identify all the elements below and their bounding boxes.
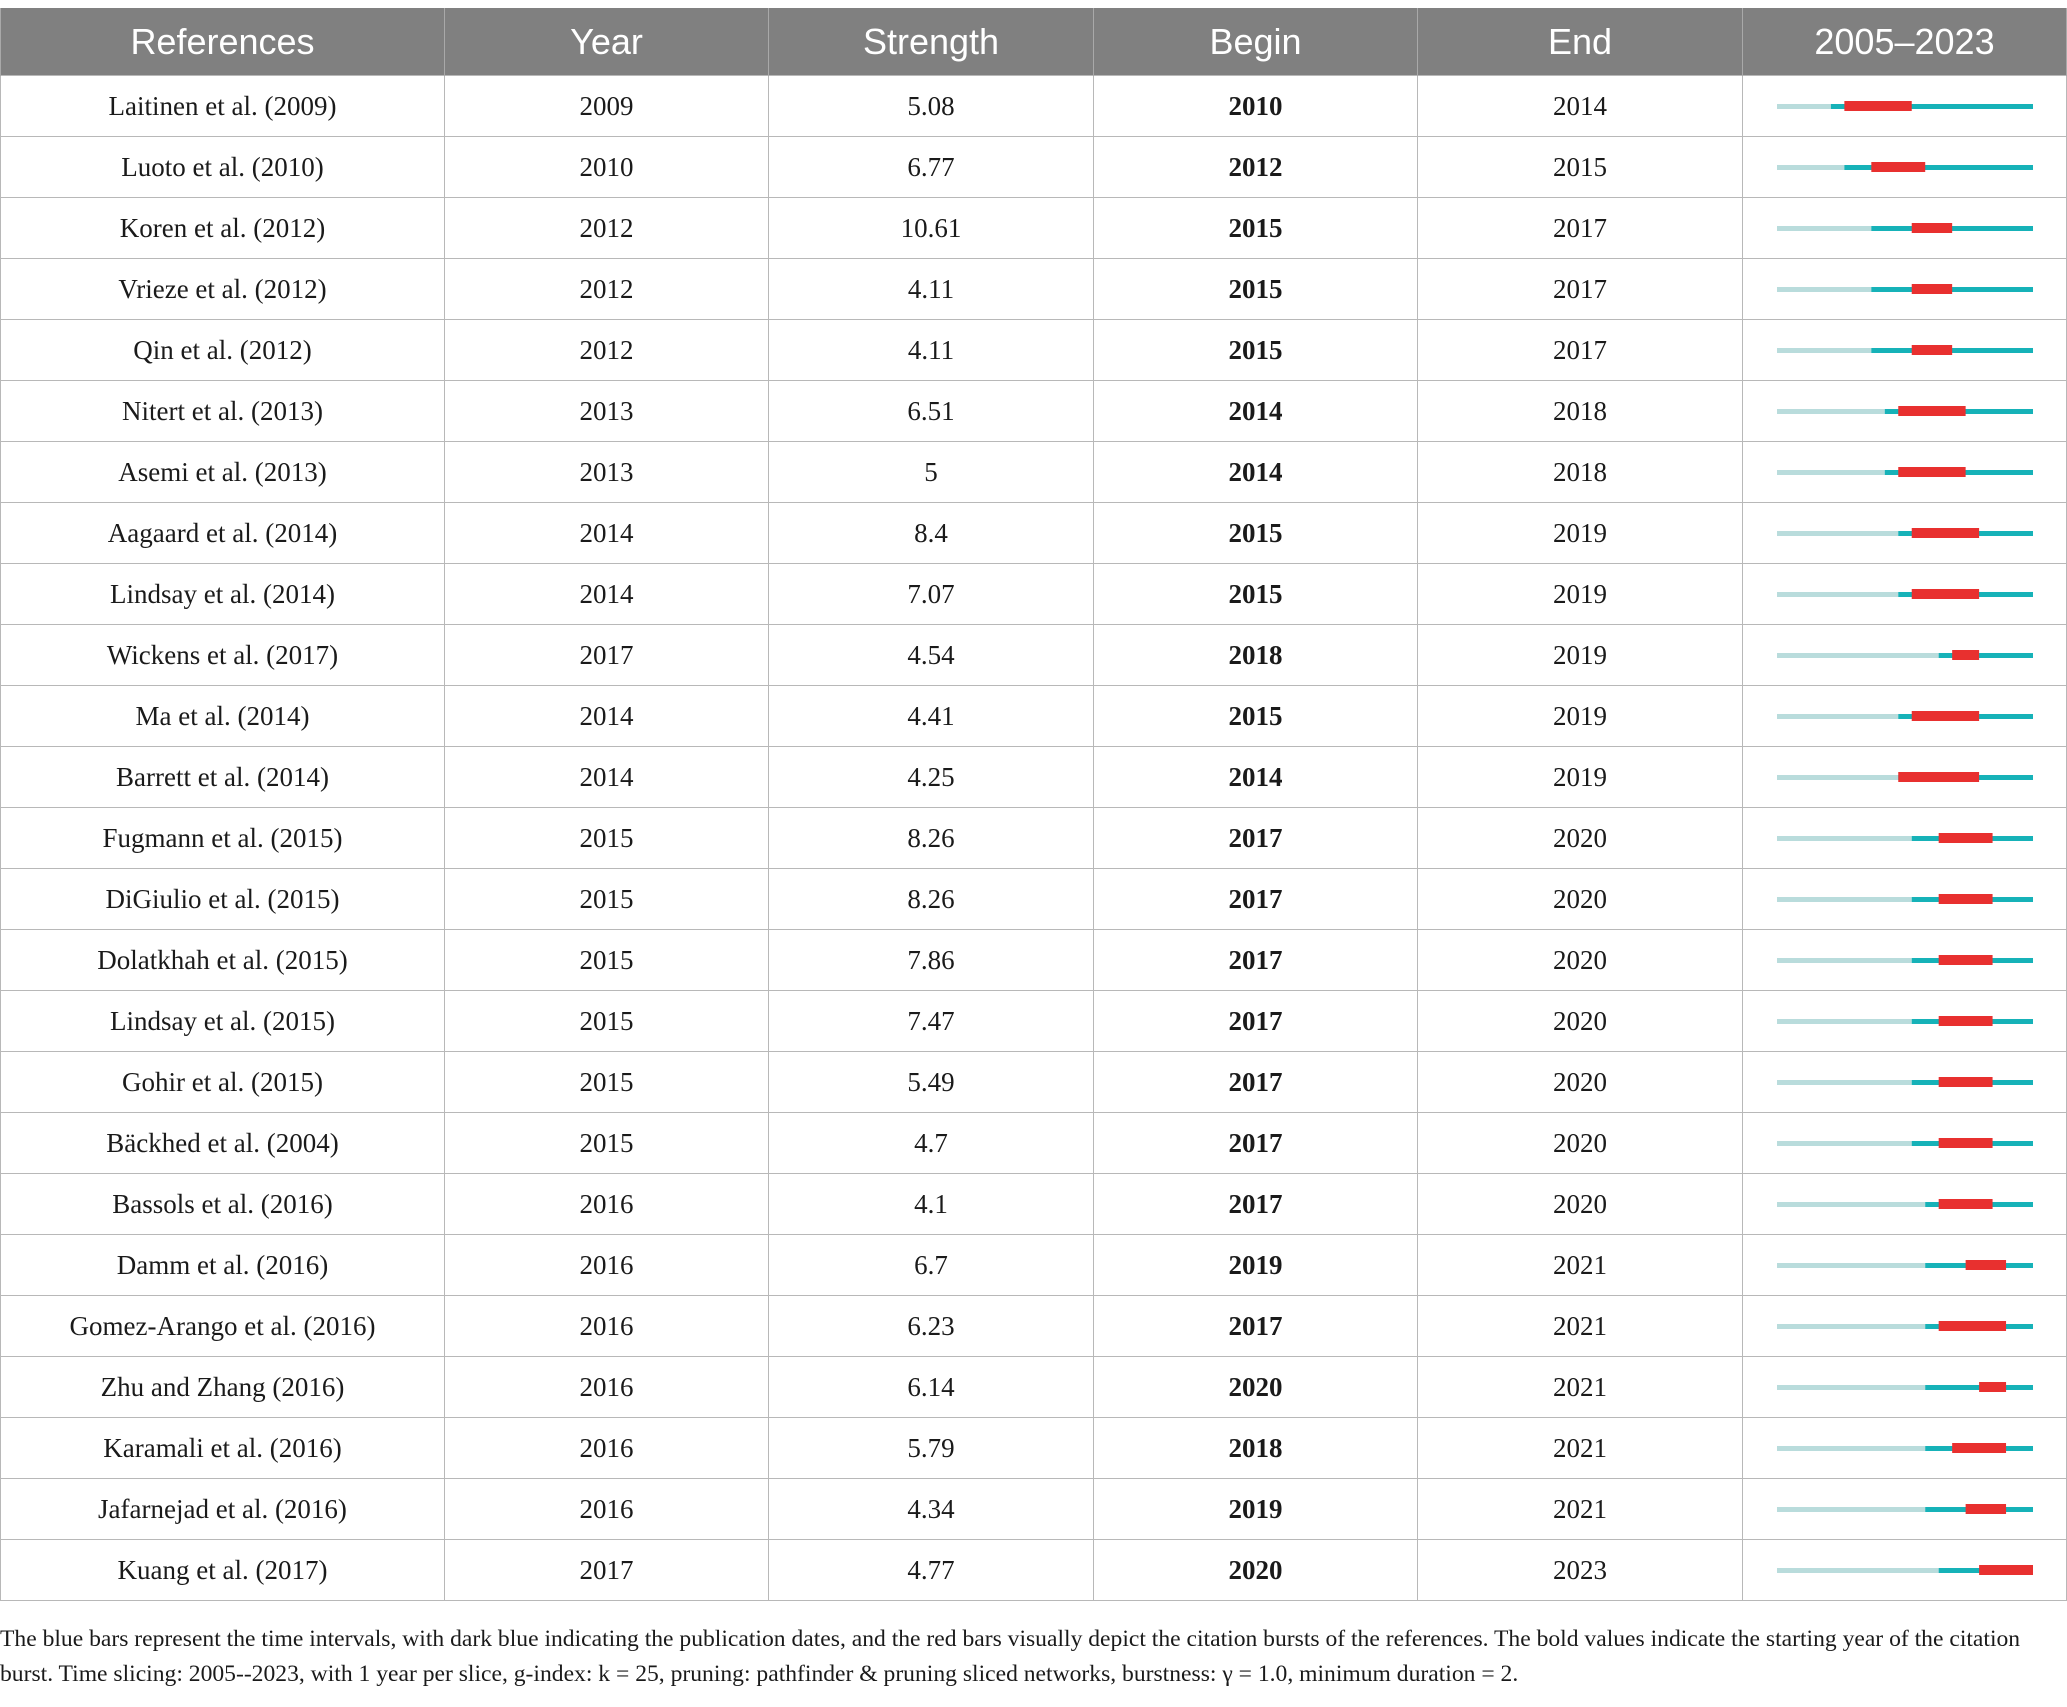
burst-timeline bbox=[1775, 1377, 2035, 1397]
strength-cell: 6.77 bbox=[769, 137, 1094, 198]
table-row bbox=[1, 1418, 2067, 1479]
timeline-before-publication-bar bbox=[1777, 1080, 1912, 1085]
burst-timeline bbox=[1775, 889, 2035, 909]
timeline-cell bbox=[1743, 686, 2067, 747]
table-row bbox=[1, 808, 2067, 869]
year-cell: 2014 bbox=[445, 564, 769, 625]
burst-bar bbox=[1911, 528, 1978, 538]
burst-timeline bbox=[1775, 1133, 2035, 1153]
burst-bar bbox=[1911, 711, 1978, 721]
strength-cell: 4.11 bbox=[769, 320, 1094, 381]
burst-timeline bbox=[1775, 1011, 2035, 1031]
table-row bbox=[1, 564, 2067, 625]
burst-timeline bbox=[1775, 340, 2035, 360]
table-row bbox=[1, 442, 2067, 503]
strength-cell: 8.4 bbox=[769, 503, 1094, 564]
burst-timeline bbox=[1775, 706, 2035, 726]
year-cell: 2017 bbox=[445, 1540, 769, 1601]
timeline-cell bbox=[1743, 1174, 2067, 1235]
timeline-cell bbox=[1743, 1418, 2067, 1479]
ref-cell[interactable]: Karamali et al. (2016) bbox=[1, 1418, 445, 1479]
ref-cell[interactable]: Luoto et al. (2010) bbox=[1, 137, 445, 198]
year-cell: 2012 bbox=[445, 198, 769, 259]
begin-cell: 2012 bbox=[1094, 137, 1418, 198]
end-cell: 2021 bbox=[1418, 1479, 1743, 1540]
burst-bar bbox=[1938, 833, 1992, 843]
ref-cell[interactable]: Barrett et al. (2014) bbox=[1, 747, 445, 808]
year-cell: 2014 bbox=[445, 503, 769, 564]
begin-cell: 2020 bbox=[1094, 1540, 1418, 1601]
timeline-cell bbox=[1743, 869, 2067, 930]
ref-cell[interactable]: Bäckhed et al. (2004) bbox=[1, 1113, 445, 1174]
timeline-before-publication-bar bbox=[1777, 226, 1871, 231]
year-cell: 2014 bbox=[445, 686, 769, 747]
timeline-before-publication-bar bbox=[1777, 531, 1898, 536]
table-row bbox=[1, 869, 2067, 930]
timeline-cell bbox=[1743, 1113, 2067, 1174]
strength-cell: 5.79 bbox=[769, 1418, 1094, 1479]
ref-cell[interactable]: Damm et al. (2016) bbox=[1, 1235, 445, 1296]
year-cell: 2016 bbox=[445, 1174, 769, 1235]
burst-timeline bbox=[1775, 1438, 2035, 1458]
year-cell: 2017 bbox=[445, 625, 769, 686]
begin-cell: 2017 bbox=[1094, 1052, 1418, 1113]
timeline-after-publication-bar bbox=[1925, 1385, 2033, 1390]
end-cell: 2020 bbox=[1418, 1113, 1743, 1174]
ref-cell[interactable]: Qin et al. (2012) bbox=[1, 320, 445, 381]
timeline-before-publication-bar bbox=[1777, 1019, 1912, 1024]
table-row bbox=[1, 1296, 2067, 1357]
burst-timeline bbox=[1775, 1560, 2035, 1580]
ref-cell[interactable]: Jafarnejad et al. (2016) bbox=[1, 1479, 445, 1540]
timeline-cell bbox=[1743, 808, 2067, 869]
table-row bbox=[1, 320, 2067, 381]
begin-cell: 2014 bbox=[1094, 747, 1418, 808]
strength-cell: 7.86 bbox=[769, 930, 1094, 991]
end-cell: 2014 bbox=[1418, 76, 1743, 137]
ref-cell[interactable]: Lindsay et al. (2015) bbox=[1, 991, 445, 1052]
table-row bbox=[1, 1174, 2067, 1235]
burst-bar bbox=[1871, 162, 1925, 172]
timeline-cell bbox=[1743, 930, 2067, 991]
ref-cell[interactable]: Wickens et al. (2017) bbox=[1, 625, 445, 686]
timeline-cell bbox=[1743, 259, 2067, 320]
end-cell: 2021 bbox=[1418, 1357, 1743, 1418]
year-cell: 2015 bbox=[445, 869, 769, 930]
timeline-cell bbox=[1743, 564, 2067, 625]
year-cell: 2013 bbox=[445, 381, 769, 442]
end-cell: 2019 bbox=[1418, 747, 1743, 808]
timeline-before-publication-bar bbox=[1777, 470, 1885, 475]
burst-bar bbox=[1979, 1382, 2006, 1392]
end-cell: 2019 bbox=[1418, 625, 1743, 686]
burst-timeline bbox=[1775, 523, 2035, 543]
ref-cell[interactable]: Vrieze et al. (2012) bbox=[1, 259, 445, 320]
begin-cell: 2014 bbox=[1094, 381, 1418, 442]
burst-bar bbox=[1911, 589, 1978, 599]
table-row bbox=[1, 76, 2067, 137]
end-cell: 2020 bbox=[1418, 1052, 1743, 1113]
burst-bar bbox=[1979, 1565, 2033, 1575]
strength-cell: 5.08 bbox=[769, 76, 1094, 137]
strength-cell: 10.61 bbox=[769, 198, 1094, 259]
timeline-before-publication-bar bbox=[1777, 348, 1871, 353]
begin-cell: 2017 bbox=[1094, 1296, 1418, 1357]
burst-bar bbox=[1898, 467, 1965, 477]
burst-bar bbox=[1911, 284, 1951, 294]
end-cell: 2019 bbox=[1418, 564, 1743, 625]
timeline-before-publication-bar bbox=[1777, 165, 1844, 170]
table-row bbox=[1, 991, 2067, 1052]
burst-timeline bbox=[1775, 1499, 2035, 1519]
burst-bar bbox=[1938, 1077, 1992, 1087]
timeline-cell bbox=[1743, 1296, 2067, 1357]
timeline-cell bbox=[1743, 1235, 2067, 1296]
ref-cell[interactable]: Zhu and Zhang (2016) bbox=[1, 1357, 445, 1418]
year-cell: 2016 bbox=[445, 1357, 769, 1418]
year-cell: 2016 bbox=[445, 1418, 769, 1479]
end-cell: 2021 bbox=[1418, 1296, 1743, 1357]
citation-burst-table bbox=[0, 8, 2067, 1601]
strength-cell: 4.11 bbox=[769, 259, 1094, 320]
year-cell: 2015 bbox=[445, 930, 769, 991]
strength-cell: 4.54 bbox=[769, 625, 1094, 686]
timeline-before-publication-bar bbox=[1777, 958, 1912, 963]
year-cell: 2015 bbox=[445, 1052, 769, 1113]
burst-timeline bbox=[1775, 950, 2035, 970]
table-row bbox=[1, 503, 2067, 564]
ref-cell[interactable]: Nitert et al. (2013) bbox=[1, 381, 445, 442]
timeline-before-publication-bar bbox=[1777, 1202, 1925, 1207]
burst-timeline bbox=[1775, 96, 2035, 116]
timeline-before-publication-bar bbox=[1777, 592, 1898, 597]
ref-cell[interactable]: Aagaard et al. (2014) bbox=[1, 503, 445, 564]
table-row bbox=[1, 686, 2067, 747]
burst-bar bbox=[1898, 406, 1965, 416]
ref-cell[interactable]: Ma et al. (2014) bbox=[1, 686, 445, 747]
strength-cell: 6.7 bbox=[769, 1235, 1094, 1296]
strength-cell: 4.25 bbox=[769, 747, 1094, 808]
strength-cell: 6.23 bbox=[769, 1296, 1094, 1357]
burst-timeline bbox=[1775, 1255, 2035, 1275]
timeline-cell bbox=[1743, 198, 2067, 259]
year-cell: 2016 bbox=[445, 1235, 769, 1296]
timeline-cell bbox=[1743, 1052, 2067, 1113]
ref-cell[interactable]: Bassols et al. (2016) bbox=[1, 1174, 445, 1235]
burst-bar bbox=[1938, 1199, 1992, 1209]
timeline-cell bbox=[1743, 1540, 2067, 1601]
header-references: References bbox=[1, 8, 445, 76]
year-cell: 2016 bbox=[445, 1296, 769, 1357]
strength-cell: 6.14 bbox=[769, 1357, 1094, 1418]
begin-cell: 2018 bbox=[1094, 625, 1418, 686]
burst-bar bbox=[1911, 345, 1951, 355]
begin-cell: 2014 bbox=[1094, 442, 1418, 503]
begin-cell: 2015 bbox=[1094, 198, 1418, 259]
begin-cell: 2015 bbox=[1094, 259, 1418, 320]
ref-cell[interactable]: Lindsay et al. (2014) bbox=[1, 564, 445, 625]
end-cell: 2021 bbox=[1418, 1418, 1743, 1479]
ref-cell[interactable]: Gomez-Arango et al. (2016) bbox=[1, 1296, 445, 1357]
burst-bar bbox=[1938, 955, 1992, 965]
begin-cell: 2017 bbox=[1094, 869, 1418, 930]
burst-timeline bbox=[1775, 279, 2035, 299]
strength-cell: 6.51 bbox=[769, 381, 1094, 442]
burst-timeline bbox=[1775, 767, 2035, 787]
year-cell: 2009 bbox=[445, 76, 769, 137]
year-cell: 2015 bbox=[445, 1113, 769, 1174]
timeline-before-publication-bar bbox=[1777, 836, 1912, 841]
table-row bbox=[1, 1113, 2067, 1174]
burst-timeline bbox=[1775, 645, 2035, 665]
table-row bbox=[1, 747, 2067, 808]
end-cell: 2020 bbox=[1418, 808, 1743, 869]
burst-timeline bbox=[1775, 584, 2035, 604]
table-row bbox=[1, 259, 2067, 320]
year-cell: 2010 bbox=[445, 137, 769, 198]
timeline-before-publication-bar bbox=[1777, 714, 1898, 719]
timeline-before-publication-bar bbox=[1777, 1507, 1925, 1512]
ref-cell[interactable]: DiGiulio et al. (2015) bbox=[1, 869, 445, 930]
timeline-before-publication-bar bbox=[1777, 1446, 1925, 1451]
timeline-before-publication-bar bbox=[1777, 1263, 1925, 1268]
strength-cell: 5 bbox=[769, 442, 1094, 503]
table-row bbox=[1, 1235, 2067, 1296]
burst-timeline bbox=[1775, 1316, 2035, 1336]
ref-cell[interactable]: Asemi et al. (2013) bbox=[1, 442, 445, 503]
burst-bar bbox=[1965, 1260, 2005, 1270]
table-row bbox=[1, 198, 2067, 259]
table-row bbox=[1, 625, 2067, 686]
burst-bar bbox=[1911, 223, 1951, 233]
header-strength: Strength bbox=[769, 8, 1094, 76]
table-row bbox=[1, 137, 2067, 198]
timeline-before-publication-bar bbox=[1777, 1324, 1925, 1329]
begin-cell: 2018 bbox=[1094, 1418, 1418, 1479]
begin-cell: 2017 bbox=[1094, 808, 1418, 869]
end-cell: 2017 bbox=[1418, 320, 1743, 381]
timeline-before-publication-bar bbox=[1777, 775, 1898, 780]
end-cell: 2020 bbox=[1418, 1174, 1743, 1235]
timeline-before-publication-bar bbox=[1777, 1141, 1912, 1146]
burst-bar bbox=[1938, 894, 1992, 904]
strength-cell: 4.7 bbox=[769, 1113, 1094, 1174]
timeline-before-publication-bar bbox=[1777, 409, 1885, 414]
table-row bbox=[1, 1357, 2067, 1418]
table-header-row bbox=[1, 8, 2067, 76]
burst-timeline bbox=[1775, 157, 2035, 177]
end-cell: 2015 bbox=[1418, 137, 1743, 198]
timeline-cell bbox=[1743, 503, 2067, 564]
burst-bar bbox=[1844, 101, 1911, 111]
ref-cell[interactable]: Kuang et al. (2017) bbox=[1, 1540, 445, 1601]
burst-timeline bbox=[1775, 1072, 2035, 1092]
end-cell: 2017 bbox=[1418, 198, 1743, 259]
timeline-cell bbox=[1743, 76, 2067, 137]
begin-cell: 2017 bbox=[1094, 991, 1418, 1052]
timeline-cell bbox=[1743, 381, 2067, 442]
table-row bbox=[1, 1540, 2067, 1601]
begin-cell: 2015 bbox=[1094, 564, 1418, 625]
burst-timeline bbox=[1775, 828, 2035, 848]
begin-cell: 2017 bbox=[1094, 1113, 1418, 1174]
table-footnote: The blue bars represent the time intervals, with dark blue indicating the publication dates, and the red bars visually depict the citation bursts of the references. The bold values indicate the starting year of the citation burst. Time slicing: 2005--2023, with 1 year per slice, g-index: k = 25, pruning: pathfinder & pruning sliced networks, burstness: γ = 1.0, minimum duration = 2. bbox=[0, 1626, 2021, 1687]
table-row bbox=[1, 381, 2067, 442]
end-cell: 2017 bbox=[1418, 259, 1743, 320]
year-cell: 2016 bbox=[445, 1479, 769, 1540]
timeline-before-publication-bar bbox=[1777, 897, 1912, 902]
burst-bar bbox=[1898, 772, 1979, 782]
ref-cell[interactable]: Gohir et al. (2015) bbox=[1, 1052, 445, 1113]
timeline-before-publication-bar bbox=[1777, 1385, 1925, 1390]
timeline-before-publication-bar bbox=[1777, 1568, 1939, 1573]
year-cell: 2012 bbox=[445, 320, 769, 381]
burst-timeline bbox=[1775, 401, 2035, 421]
timeline-cell bbox=[1743, 1357, 2067, 1418]
ref-cell[interactable]: Koren et al. (2012) bbox=[1, 198, 445, 259]
year-cell: 2014 bbox=[445, 747, 769, 808]
begin-cell: 2020 bbox=[1094, 1357, 1418, 1418]
header-begin: Begin bbox=[1094, 8, 1418, 76]
begin-cell: 2017 bbox=[1094, 1174, 1418, 1235]
burst-timeline bbox=[1775, 462, 2035, 482]
timeline-cell bbox=[1743, 747, 2067, 808]
timeline-before-publication-bar bbox=[1777, 287, 1871, 292]
begin-cell: 2010 bbox=[1094, 76, 1418, 137]
begin-cell: 2015 bbox=[1094, 320, 1418, 381]
year-cell: 2013 bbox=[445, 442, 769, 503]
table-row bbox=[1, 1052, 2067, 1113]
burst-bar bbox=[1938, 1138, 1992, 1148]
timeline-cell bbox=[1743, 991, 2067, 1052]
strength-cell: 8.26 bbox=[769, 869, 1094, 930]
end-cell: 2020 bbox=[1418, 869, 1743, 930]
header-timeline: 2005–2023 bbox=[1743, 8, 2067, 76]
burst-bar bbox=[1965, 1504, 2005, 1514]
begin-cell: 2019 bbox=[1094, 1479, 1418, 1540]
ref-cell[interactable]: Dolatkhah et al. (2015) bbox=[1, 930, 445, 991]
begin-cell: 2019 bbox=[1094, 1235, 1418, 1296]
burst-bar bbox=[1952, 650, 1979, 660]
end-cell: 2023 bbox=[1418, 1540, 1743, 1601]
strength-cell: 7.47 bbox=[769, 991, 1094, 1052]
ref-cell[interactable]: Laitinen et al. (2009) bbox=[1, 76, 445, 137]
begin-cell: 2015 bbox=[1094, 503, 1418, 564]
table-body bbox=[1, 76, 2067, 1601]
begin-cell: 2015 bbox=[1094, 686, 1418, 747]
burst-bar bbox=[1938, 1016, 1992, 1026]
timeline-cell bbox=[1743, 1479, 2067, 1540]
strength-cell: 8.26 bbox=[769, 808, 1094, 869]
table-row bbox=[1, 930, 2067, 991]
table-row bbox=[1, 1479, 2067, 1540]
year-cell: 2015 bbox=[445, 808, 769, 869]
burst-timeline bbox=[1775, 218, 2035, 238]
timeline-before-publication-bar bbox=[1777, 104, 1831, 109]
timeline-cell bbox=[1743, 625, 2067, 686]
strength-cell: 4.1 bbox=[769, 1174, 1094, 1235]
timeline-cell bbox=[1743, 320, 2067, 381]
end-cell: 2019 bbox=[1418, 686, 1743, 747]
end-cell: 2020 bbox=[1418, 991, 1743, 1052]
burst-bar bbox=[1952, 1443, 2006, 1453]
end-cell: 2018 bbox=[1418, 442, 1743, 503]
header-year: Year bbox=[445, 8, 769, 76]
end-cell: 2020 bbox=[1418, 930, 1743, 991]
end-cell: 2021 bbox=[1418, 1235, 1743, 1296]
begin-cell: 2017 bbox=[1094, 930, 1418, 991]
year-cell: 2015 bbox=[445, 991, 769, 1052]
end-cell: 2018 bbox=[1418, 381, 1743, 442]
ref-cell[interactable]: Fugmann et al. (2015) bbox=[1, 808, 445, 869]
strength-cell: 5.49 bbox=[769, 1052, 1094, 1113]
header-end: End bbox=[1418, 8, 1743, 76]
strength-cell: 4.41 bbox=[769, 686, 1094, 747]
strength-cell: 4.34 bbox=[769, 1479, 1094, 1540]
burst-bar bbox=[1938, 1321, 2005, 1331]
timeline-cell bbox=[1743, 442, 2067, 503]
end-cell: 2019 bbox=[1418, 503, 1743, 564]
burst-timeline bbox=[1775, 1194, 2035, 1214]
strength-cell: 4.77 bbox=[769, 1540, 1094, 1601]
timeline-before-publication-bar bbox=[1777, 653, 1939, 658]
year-cell: 2012 bbox=[445, 259, 769, 320]
timeline-cell bbox=[1743, 137, 2067, 198]
strength-cell: 7.07 bbox=[769, 564, 1094, 625]
